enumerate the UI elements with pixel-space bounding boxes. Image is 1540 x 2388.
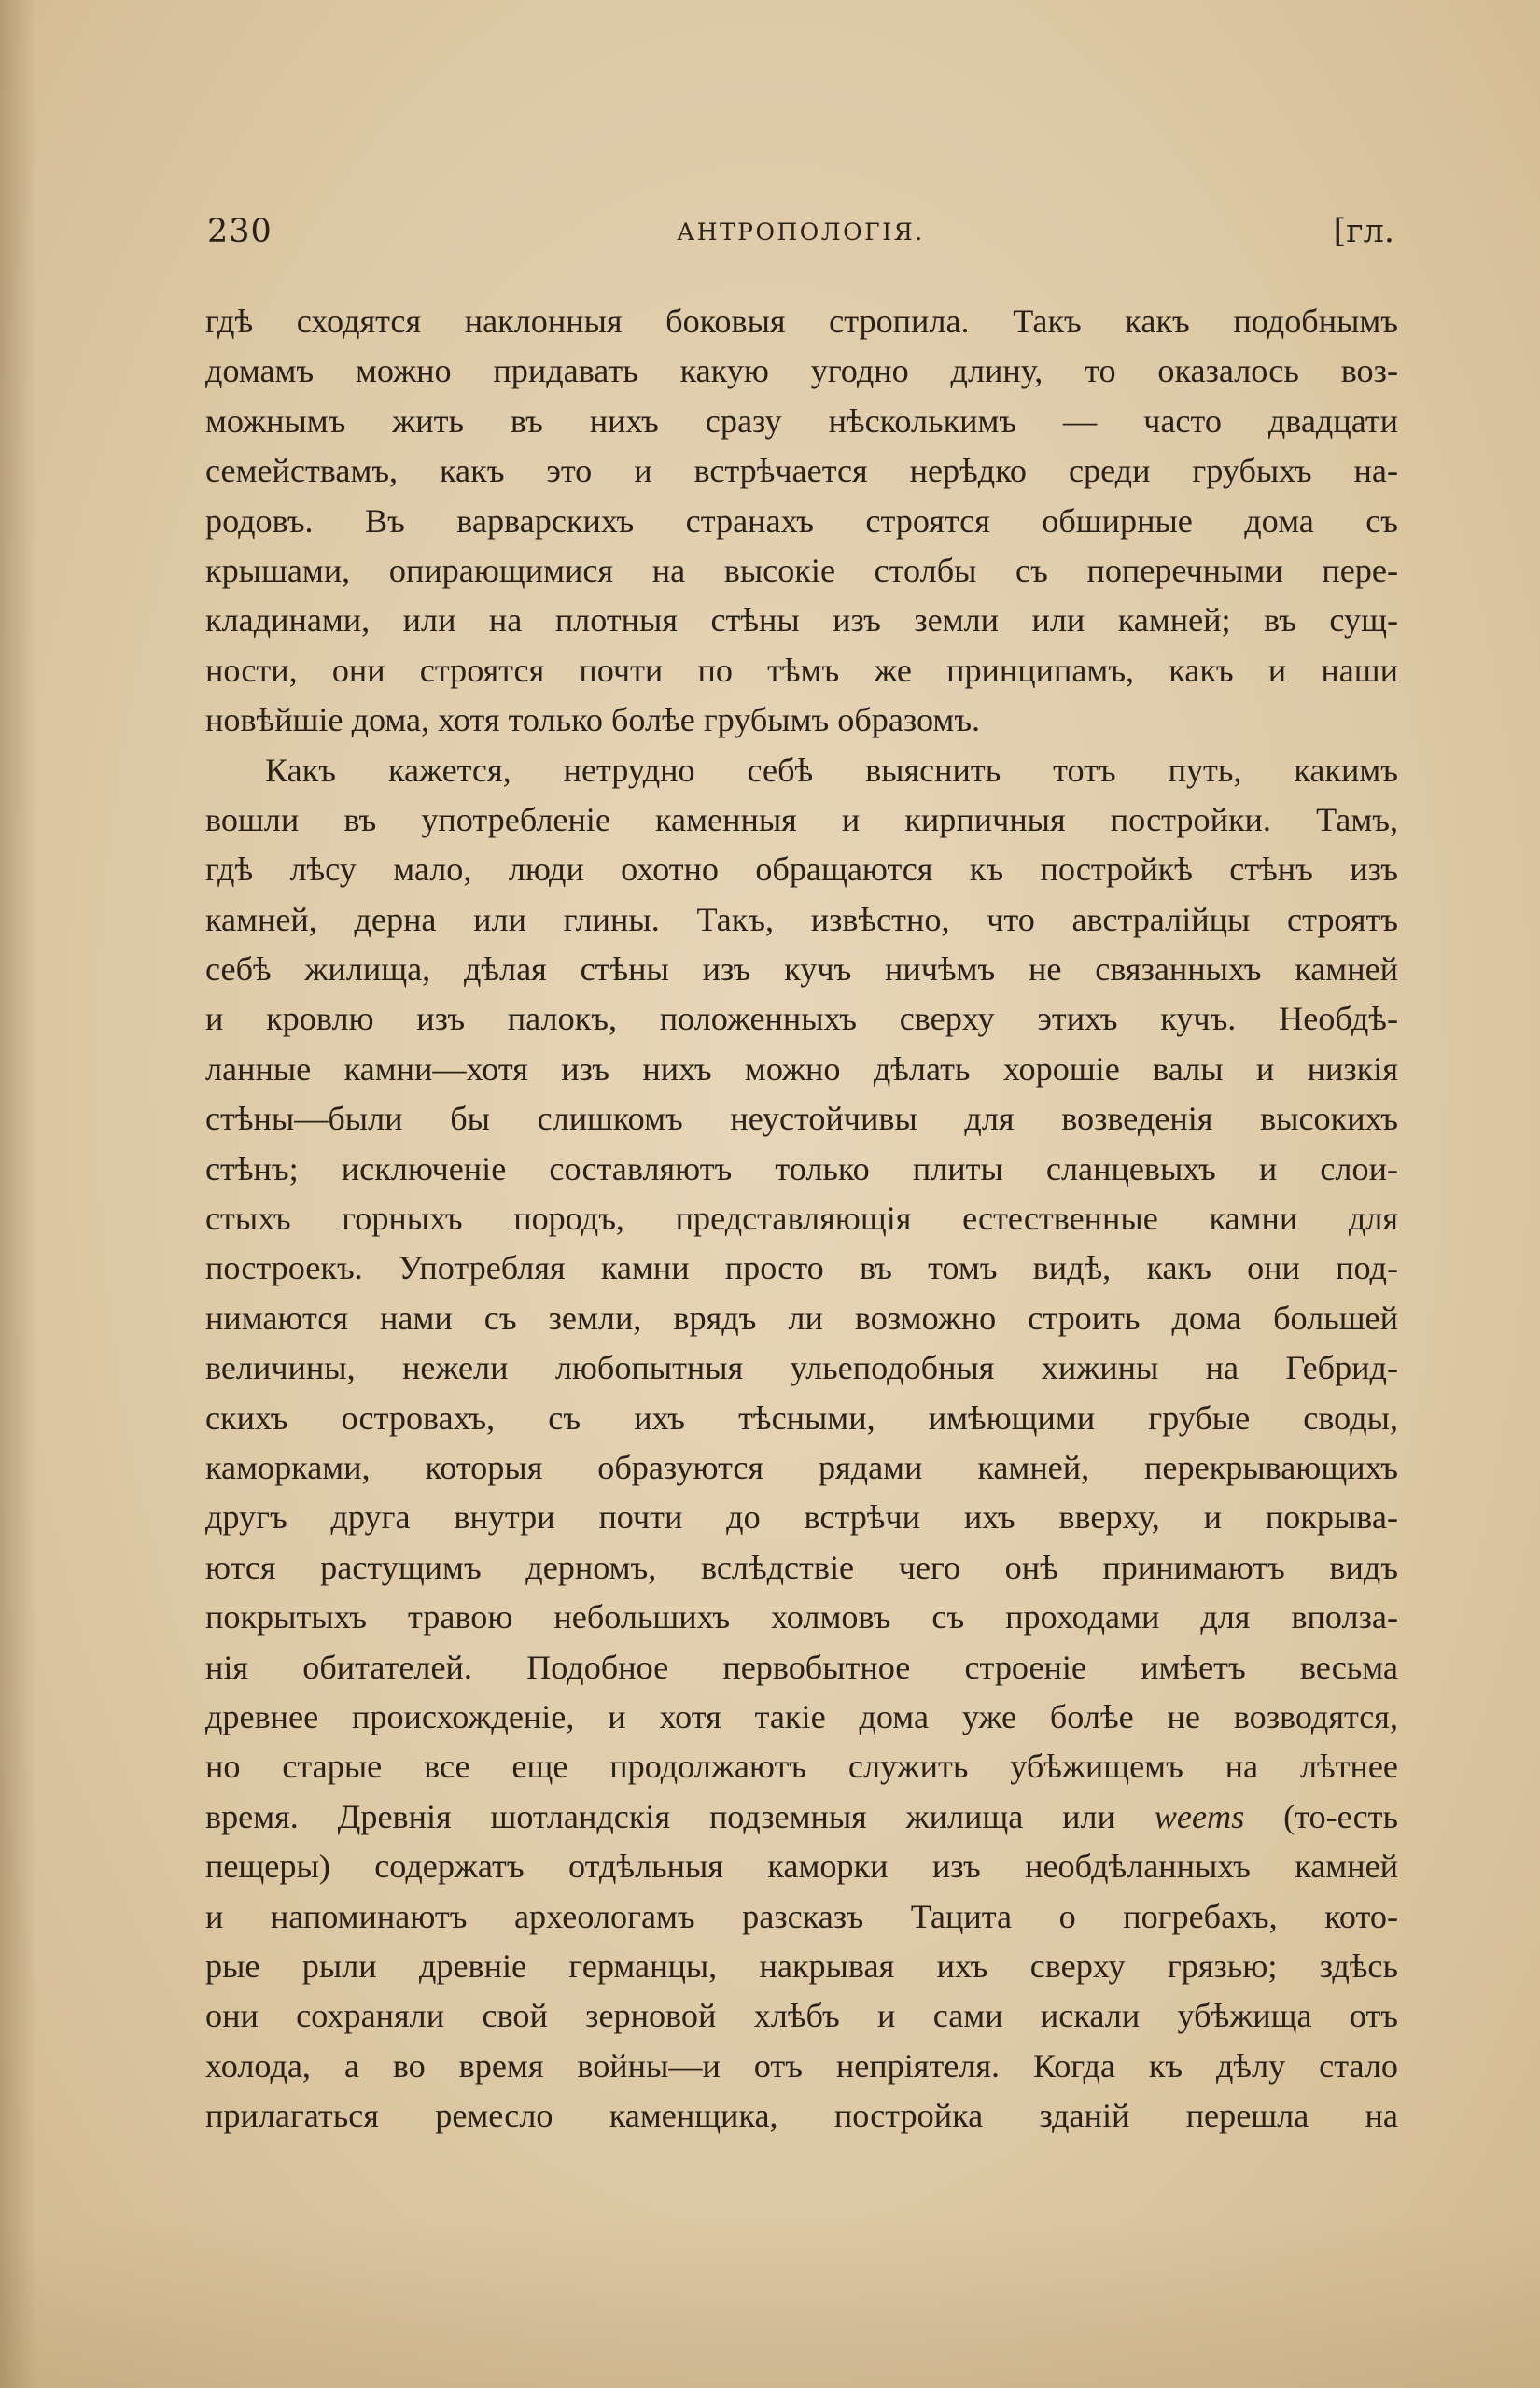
text-line: ются растущимъ дерномъ, вслѣдствіе чего онѣ принимаютъ видъ xyxy=(205,1548,1398,1586)
text-line: стыхъ горныхъ породъ, представляющія естественные камни для xyxy=(205,1200,1398,1238)
chapter-reference: [гл. xyxy=(1333,213,1394,250)
text-line: вошли въ употребленіе каменныя и кирпичныя постройки. Тамъ, xyxy=(205,800,1398,838)
text-line: и напоминаютъ археологамъ разсказъ Тацита о погребахъ, кото- xyxy=(205,1897,1398,1935)
text-line: покрытыхъ травою небольшихъ холмовъ съ проходами для вполза- xyxy=(205,1598,1398,1636)
text-line: нія обитателей. Подобное первобытное строеніе имѣетъ весьма xyxy=(205,1648,1398,1686)
text-segment: время. Древнія шотландскія подземныя жилища или xyxy=(205,1797,1155,1835)
text-line: гдѣ лѣсу мало, люди охотно обращаются къ постройкѣ стѣнъ изъ xyxy=(205,850,1398,889)
running-title: АНТРОПОЛОГІЯ. xyxy=(677,218,925,246)
text-line: построекъ. Употребляя камни просто въ томъ видѣ, какъ они под- xyxy=(205,1249,1398,1287)
paragraph xyxy=(205,297,1398,746)
text-line xyxy=(205,1792,1398,1842)
text-line: другъ друга внутри почти до встрѣчи ихъ вверху, и покрыва- xyxy=(205,1498,1398,1537)
paragraph xyxy=(205,746,1398,2142)
text-line: нимаются нами съ земли, врядъ ли возможно строить дома большей xyxy=(205,1299,1398,1337)
text-line: крышами, опирающимися на высокіе столбы съ поперечными пере- xyxy=(205,551,1398,589)
text-line: но старые все еще продолжаютъ служить убѣжищемъ на лѣтнее xyxy=(205,1748,1398,1786)
text-line: скихъ островахъ, съ ихъ тѣсными, имѣющими грубые своды, xyxy=(205,1398,1398,1437)
text-line: и кровлю изъ палокъ, положенныхъ сверху этихъ кучъ. Необдѣ- xyxy=(205,1000,1398,1038)
text-line: величины, нежели любопытныя ульеподобныя хижины на Гебрид- xyxy=(205,1349,1398,1387)
text-segment: (то-есть xyxy=(1244,1797,1398,1835)
text-line: семействамъ, какъ это и встрѣчается нерѣдко среди грубыхъ на- xyxy=(205,452,1398,490)
text-line: новѣйшіе дома, хотя только болѣе грубымъ образомъ. xyxy=(205,701,981,739)
text-line: прилагаться ремесло каменщика, постройка зданій перешла на xyxy=(205,2097,1398,2135)
paper-tint xyxy=(0,2220,1540,2388)
text-line: рые рыли древніе германцы, накрывая ихъ сверху грязью; здѣсь xyxy=(205,1946,1398,1985)
text-line: холода, а во время войны—и отъ непріятеля. Когда къ дѣлу стало xyxy=(205,2046,1398,2085)
text-line: можнымъ жить въ нихъ сразу нѣсколькимъ — часто двадцати xyxy=(205,401,1398,440)
text-line: родовъ. Въ варварскихъ странахъ строятся обширные дома съ xyxy=(205,501,1398,540)
text-line: стѣны—были бы слишкомъ неустойчивы для возведенія высокихъ xyxy=(205,1100,1398,1138)
body-text xyxy=(205,297,1398,2141)
spine-shadow xyxy=(0,0,37,2388)
text-line: камней, дерна или глины. Такъ, извѣстно, что австралійцы строятъ xyxy=(205,900,1398,938)
text-line: стѣнъ; исключеніе составляютъ только плиты сланцевыхъ и слои- xyxy=(205,1149,1398,1187)
text-line: домамъ можно придавать какую угодно длину, то оказалось воз- xyxy=(205,352,1398,390)
text-line: они сохраняли свой зерновой хлѣбъ и сами искали убѣжища отъ xyxy=(205,1997,1398,2035)
page-number: 230 xyxy=(207,213,273,250)
text-line: себѣ жилища, дѣлая стѣны изъ кучъ ничѣмъ не связанныхъ камней xyxy=(205,950,1398,989)
text-line: каморками, которыя образуются рядами камней, перекрывающихъ xyxy=(205,1448,1398,1486)
text-line: кладинами, или на плотныя стѣны изъ земли или камней; въ сущ- xyxy=(205,601,1398,639)
text-line: гдѣ сходятся наклонныя боковыя стропила. Такъ какъ подобнымъ xyxy=(205,302,1398,340)
text-line: ланные камни—хотя изъ нихъ можно дѣлать хорошіе валы и низкія xyxy=(205,1049,1398,1088)
page-header xyxy=(207,213,1394,260)
text-line: Какъ кажется, нетрудно себѣ выяснить тотъ путь, какимъ xyxy=(265,751,1398,789)
text-line: ности, они строятся почти по тѣмъ же принципамъ, какъ и наши xyxy=(205,651,1398,689)
italic-term: weems xyxy=(1154,1797,1245,1835)
text-line: пещеры) содержатъ отдѣльныя каморки изъ необдѣланныхъ камней xyxy=(205,1847,1398,1886)
text-line: древнее происхожденіе, и хотя такіе дома уже болѣе не возводятся, xyxy=(205,1697,1398,1735)
